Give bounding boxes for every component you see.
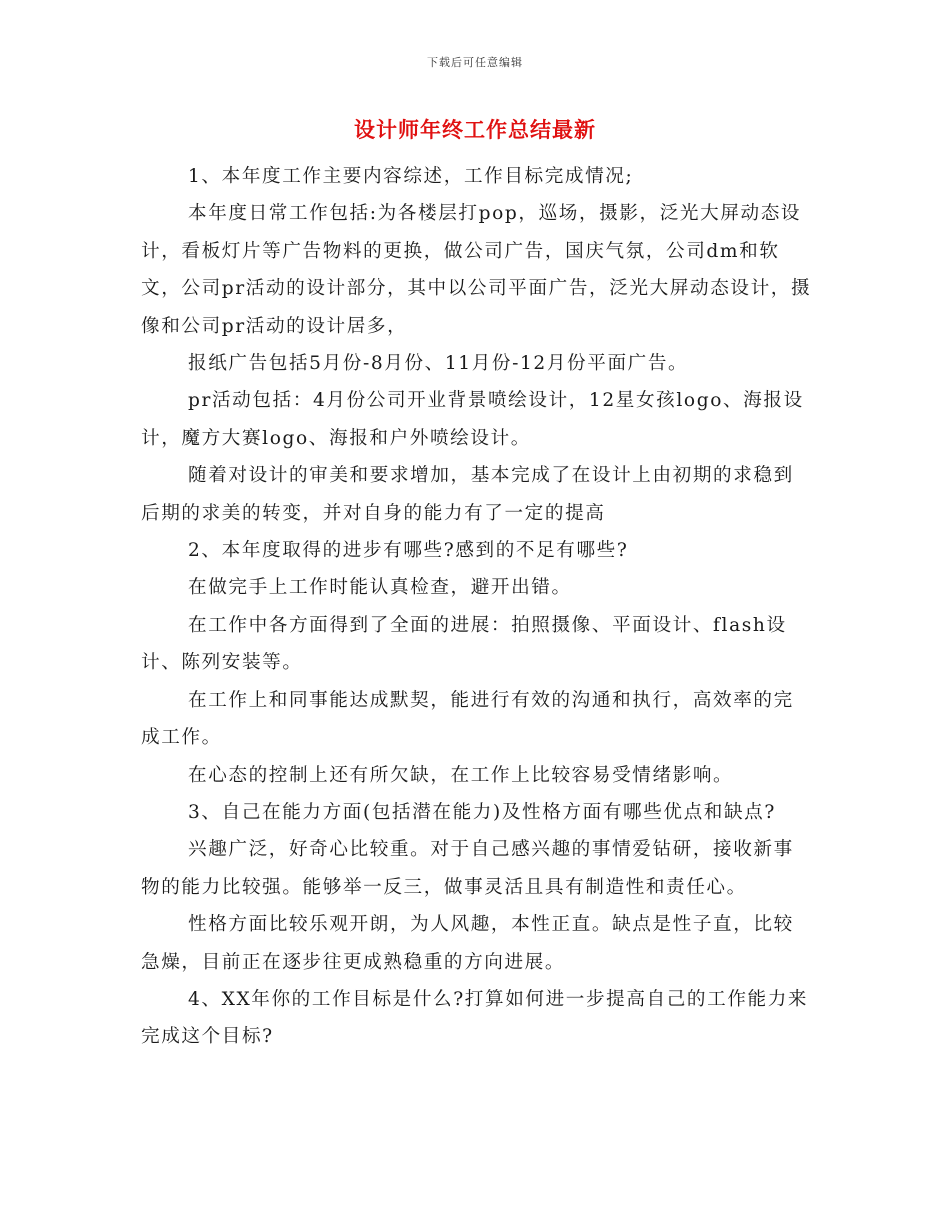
paragraph: 在做完手上工作时能认真检查，避开出错。 — [188, 577, 572, 599]
paragraph: 兴趣广泛，好奇心比较重。对于自己感兴趣的事情爱钻研，接收新事物的能力比较强。能够举一反三，做事灵活且具有制造性和责任心。 — [141, 839, 794, 898]
section-heading-4: 4、XX年你的工作目标是什么?打算如何进一步提高自己的工作能力来完成这个目标? — [141, 988, 809, 1048]
paragraph: 本年度日常工作包括:为各楼层打pop，巡场，摄影，泛光大屏动态设计，看板灯片等广告物料的更换，做公司广告，国庆气氛，公司dm和软文，公司pr活动的设计部分，其中以公司平面广告，泛光大屏动态设计，摄像和公司pr活动的设计居多， — [141, 203, 812, 337]
paragraph: 在心态的控制上还有所欠缺，在工作上比较容易受情绪影响。 — [188, 764, 734, 786]
section-heading-3: 3、自己在能力方面(包括潜在能力)及性格方面有哪些优点和缺点? — [188, 801, 776, 823]
document-title: 设计师年终工作总结最新 — [354, 118, 596, 142]
document-body — [141, 158, 813, 1056]
section-heading-2: 2、本年度取得的进步有哪些?感到的不足有哪些? — [188, 540, 629, 562]
paragraph: 随着对设计的审美和要求增加，基本完成了在设计上由初期的求稳到后期的求美的转变，并对自身的能力有了一定的提高 — [141, 465, 794, 524]
page-header-note: 下载后可任意编辑 — [427, 56, 523, 69]
paragraph: 在工作中各方面得到了全面的进展：拍照摄像、平面设计、flash设计、陈列安装等。 — [141, 614, 787, 674]
paragraph: 在工作上和同事能达成默契，能进行有效的沟通和执行，高效率的完成工作。 — [141, 689, 794, 749]
paragraph: pr活动包括：4月份公司开业背景喷绘设计，12星女孩logo、海报设计，魔方大赛logo、海报和户外喷绘设计。 — [141, 390, 804, 449]
section-heading-1: 1、本年度工作主要内容综述，工作目标完成情况; — [188, 166, 634, 187]
paragraph: 报纸广告包括5月份-8月份、11月份-12月份平面广告。 — [188, 353, 689, 375]
paragraph: 性格方面比较乐观开朗，为人风趣，本性正直。缺点是性子直，比较急燥，目前正在逐步往更成熟稳重的方向进展。 — [141, 914, 794, 973]
